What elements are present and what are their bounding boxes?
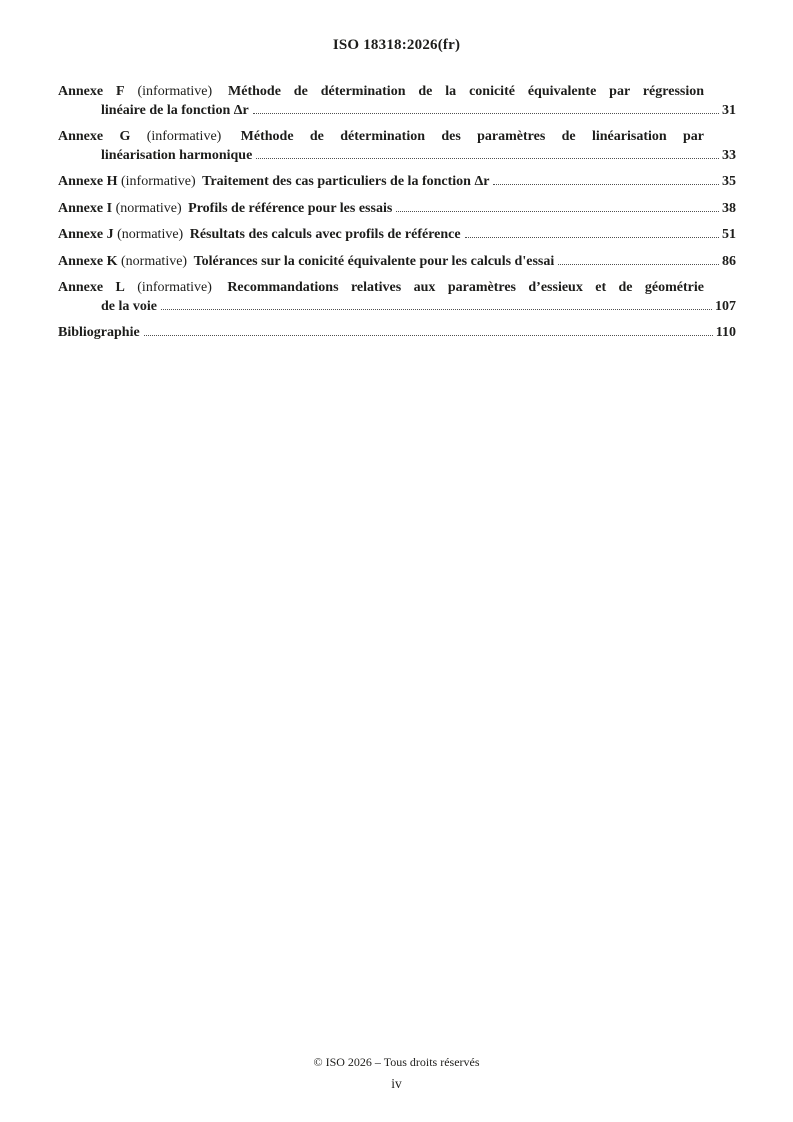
entry-kind: (normative) xyxy=(115,200,182,216)
entry-text xyxy=(58,173,489,192)
toc-entry[interactable] xyxy=(58,226,736,245)
entry-text xyxy=(58,226,461,245)
toc-entry-line xyxy=(58,324,736,343)
toc-entry-line xyxy=(58,147,736,166)
toc-entry-line xyxy=(58,83,736,102)
entry-page-number: 33 xyxy=(722,147,736,163)
dotted-leader xyxy=(465,237,719,238)
toc-entry[interactable] xyxy=(58,83,736,120)
entry-prefix: Annexe L xyxy=(58,280,125,295)
entry-title: Résultats des calculs avec profils de référence xyxy=(189,227,461,242)
entry-title: Profils de référence pour les essais xyxy=(188,200,393,216)
dotted-leader xyxy=(558,264,719,265)
entry-prefix: Annexe G xyxy=(58,129,131,144)
footer-page-number: iv xyxy=(391,1076,402,1091)
toc-entry[interactable] xyxy=(58,253,736,272)
entry-kind: (normative) xyxy=(121,253,188,269)
entry-page-number: 31 xyxy=(722,102,736,118)
entry-kind: (informative) xyxy=(121,174,196,189)
entry-kind: (informative) xyxy=(137,280,212,295)
entry-kind: (informative) xyxy=(146,129,222,144)
table-of-contents xyxy=(58,83,736,343)
entry-page-number: 86 xyxy=(722,253,736,269)
toc-entry[interactable] xyxy=(58,128,736,165)
toc-entry-line xyxy=(58,253,736,272)
dotted-leader xyxy=(253,113,719,114)
entry-page-number: 38 xyxy=(722,200,736,216)
entry-title: Méthode de détermination de la conicité équivalente par régression xyxy=(228,84,705,99)
toc-entry[interactable] xyxy=(58,279,736,316)
entry-text xyxy=(58,200,392,219)
dotted-leader xyxy=(396,211,719,212)
entry-title: Tolérances sur la conicité équivalente pour les calculs d'essai xyxy=(193,253,555,269)
dotted-leader xyxy=(493,184,719,185)
entry-prefix: Annexe H xyxy=(58,174,118,189)
toc-entry-line xyxy=(58,200,736,219)
entry-prefix: Bibliographie xyxy=(58,325,140,340)
dotted-leader xyxy=(144,335,713,336)
toc-entry-line xyxy=(58,173,736,192)
toc-entry[interactable] xyxy=(58,173,736,192)
entry-page-number: 107 xyxy=(715,298,736,314)
document-header: ISO 18318:2026(fr) xyxy=(332,37,461,53)
toc-entry-line xyxy=(58,102,736,121)
footer-copyright: © ISO 2026 – Tous droits réservés xyxy=(313,1055,480,1069)
entry-continuation xyxy=(101,298,157,317)
entry-kind: (normative) xyxy=(117,227,184,242)
toc-entry-line xyxy=(58,128,736,147)
entry-page-number: 51 xyxy=(722,227,736,242)
entry-prefix: Annexe K xyxy=(58,253,118,269)
entry-text xyxy=(58,324,140,343)
entry-title-continuation: linéarisation harmonique xyxy=(101,147,253,163)
dotted-leader xyxy=(161,309,712,310)
entry-prefix: Annexe J xyxy=(58,227,114,242)
toc-entry[interactable] xyxy=(58,324,736,343)
entry-title-continuation: de la voie xyxy=(101,298,157,314)
entry-title: Méthode de détermination des paramètres de linéarisation par xyxy=(240,129,704,144)
entry-title: Recommandations relatives aux paramètres d’essieux et de géométrie xyxy=(227,280,704,295)
entry-continuation xyxy=(101,147,252,166)
toc-entry[interactable] xyxy=(58,200,736,219)
entry-page-number: 35 xyxy=(722,174,736,189)
toc-entry-line xyxy=(58,279,736,298)
entry-prefix: Annexe F xyxy=(58,84,125,99)
toc-entry-line xyxy=(58,298,736,317)
entry-prefix: Annexe I xyxy=(58,200,113,216)
entry-title: Traitement des cas particuliers de la fonction Δr xyxy=(202,174,490,189)
entry-page-number: 110 xyxy=(715,325,736,340)
entry-title-continuation: linéaire de la fonction Δr xyxy=(101,102,249,118)
toc-entry-line xyxy=(58,226,736,245)
dotted-leader xyxy=(256,158,719,159)
entry-continuation xyxy=(101,102,249,121)
entry-text xyxy=(58,253,554,272)
entry-kind: (informative) xyxy=(137,84,213,99)
